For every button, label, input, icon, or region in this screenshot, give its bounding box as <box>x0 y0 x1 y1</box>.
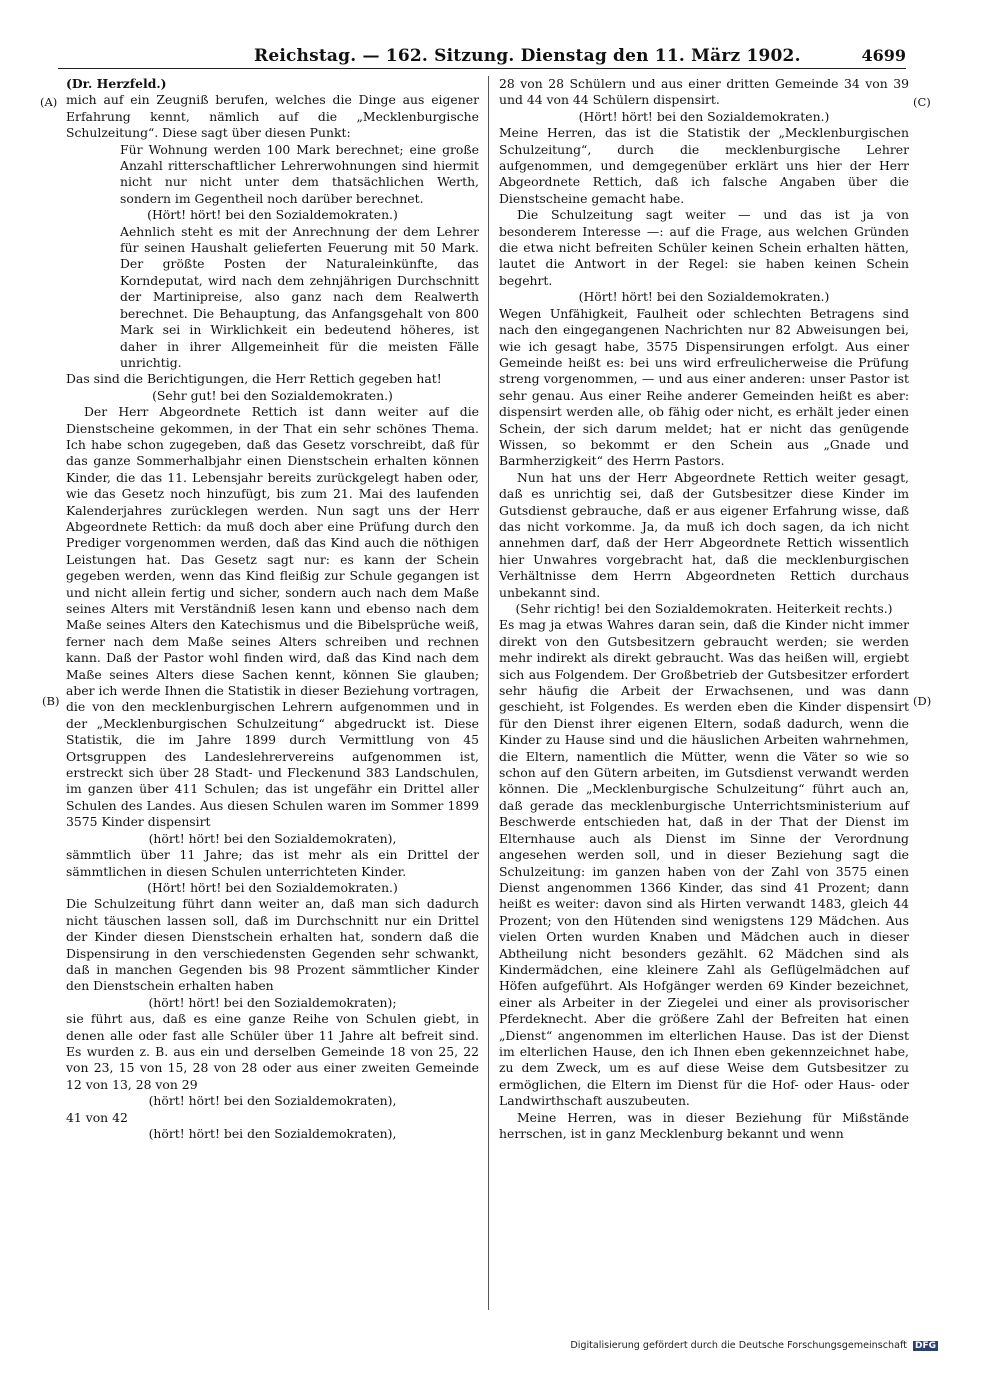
paragraph: sie führt aus, daß es eine ganze Reihe von Schulen giebt, in denen alle oder fast alle Schüler über 11 Jahre alt befreit sind. Es wurden z. B. aus ein und derselben Gemeinde 18 von 25, 22 von 23, 15 von 15, 28 von 28 oder aus einer zweiten Gemeinde 12 von 13, 28 von 29 <box>66 1011 479 1092</box>
footer-credit-text: Digitalisierung gefördert durch die Deutsche Forschungsgemeinschaft <box>570 1340 907 1351</box>
paragraph: 28 von 28 Schülern und aus einer dritten Gemeinde 34 von 39 und 44 von 44 Schülern dispensirt. <box>499 76 909 108</box>
paragraph: sämmtlich über 11 Jahre; das ist mehr als ein Drittel der sämmtlichen in diesen Schulen unterrichteten Kinder. <box>66 847 479 879</box>
interjection: (Sehr gut! bei den Sozialdemokraten.) <box>152 387 393 403</box>
paragraph: Es mag ja etwas Wahres daran sein, daß die Kinder nicht immer direkt von den Gutsbesitzern gebraucht werden; sie werden mehr indirekt als direkt gebraucht. Was das heißen will, ergiebt sich aus Folgendem. Der Großbetrieb der Gutsbesitzer erfordert sehr häufig die Arbeit der Erwachsenen, und was dann geschieht, ist Folgendes. Es werden eben die Kinder dispensirt für den Dienst ihrer eigenen Eltern, sodaß dadurch, wenn die Kinder zu Hause sind und die häuslichen Arbeiten wahrnehmen, die Eltern, namentlich die Mütter, wenn die Väter so wie so schon auf den Gütern arbeiten, im Gutsdienst verwandt werden können. Die „Mecklenburgische Schulzeitung“ führt auch an, daß gerade das mecklenburgische Unterrichtsministerium auf Beschwerde entschieden hat, daß in der That der Dienst im Elternhause auch als Dienst im Sinne der Verordnung angesehen werden soll, und in dieser Beziehung sagt die Schulzeitung: im ganzen haben von der Zahl von 3575 einen Dienst angenommen 1366 Kinder, das sind 41 Prozent; dann heißt es weiter: davon sind als Hirten verwandt 1483, gleich 44 Prozent; von den Hütenden sind wenigstens 129 Mädchen. Aus vielen Orten wurden Knaben und Mädchen auch in dieser Abtheilung nicht besonders gezählt. 62 Mädchen sind als Kindermädchen, eine kleinere Zahl als Geflügelmädchen auf Höfen aufgeführt. Als Hofgänger werden 69 Kinder bezeichnet, einer als Arbeiter in der Ziegelei und einer als provisorischer Pferdeknecht. Aber die größere Zahl der Befreiten hat einen „Dienst“ angenommen im elterlichen Hause. Das ist der Dienst im elterlichen Hause, den ich Ihnen eben gekennzeichnet habe, zu dem Zweck, um es auf diese Weise dem Gutsbesitzer zu ermöglichen, die Eltern im Dienst für die Hof- oder Haus- oder Landwirthschaft auszubeuten. <box>499 617 909 1109</box>
interjection: (Sehr richtig! bei den Sozialdemokraten. Heiterkeit rechts.) <box>515 601 893 616</box>
paragraph: Aehnlich steht es mit der Anrechnung der dem Lehrer für seinen Haushalt gelieferten Feuerung mit 50 Mark. Der größte Posten der Naturaleinkünfte, das Korndeputat, wird nach dem zehnjährigen Durchschnitt der Martinipreise, also ganz nach dem Realwerth berechnet. Die Behauptung, das Anfangsgehalt von 800 Mark sei in Wirklichkeit ein bedeutend höheres, ist daher in ihrer Allgemeinheit für die meisten Fälle unrichtig. <box>120 223 479 370</box>
left-column <box>66 76 479 1142</box>
interjection: (hört! hört! bei den Sozialdemokraten), <box>148 1126 397 1141</box>
right-column <box>499 76 909 1142</box>
page-number: 4699 <box>861 46 906 65</box>
paragraph: Meine Herren, was in dieser Beziehung für Mißstände herrschen, ist in ganz Mecklenburg bekannt und wenn <box>499 1109 909 1141</box>
page-header <box>58 44 906 69</box>
running-title: Reichstag. — 162. Sitzung. Dienstag den 11. März 1902. <box>254 46 801 66</box>
margin-mark-b: (B) <box>42 694 60 708</box>
interjection: (Hört! hört! bei den Sozialdemokraten.) <box>578 289 830 305</box>
interjection: (Hört! hört! bei den Sozialdemokraten.) <box>578 108 830 124</box>
paragraph: Der Herr Abgeordnete Rettich ist dann weiter auf die Dienstscheine gekommen, in der That ein sehr schönes Thema. Ich habe schon zugegeben, daß das Gesetz vorschreibt, daß für das ganze Sommerhalbjahr einen Dienstschein erhalten können Kinder, die das 11. Lebensjahr bereits zurückgelegt haben oder, wie das Gesetz noch hinzufügt, bis zum 21. Mai des laufenden Kalenderjahres zurücklegen werden. Nun sagt uns der Herr Abgeordnete Rettich: da muß doch aber eine Prüfung durch den Prediger vorgenommen werden, daß das Kind auch die nöthigen Leistungen hat. Das Gesetz sagt nur: es kann der Schein gegeben werden, wenn das Kind fleißig zur Schule gegangen ist und nicht allein fertig und sicher, sondern auch nach dem Maße seines Alters mit Verständniß lesen kann und ebenso nach dem Maße seines Alters den Katechismus und die Bibelsprüche weiß, ferner nach dem Maße seines Alters schreiben und rechnen kann. Daß der Pastor wohl finden wird, daß das Kind nach dem Maße seines Alters diese Sachen kennt, können Sie glauben; aber ich werde Ihnen die Statistik in dieser Beziehung vortragen, die von den mecklenburgischen Lehrern aufgenommen und in der „Mecklenburgischen Schulzeitung“ abgedruckt ist. Diese Statistik, die im Jahre 1899 durch Vermittlung von 45 Ortsgruppen des Landeslehrervereins aufgenommen ist, erstreckt sich über 28 Stadt- und Fleckenund 383 Landschulen, im ganzen über 411 Schulen; das ist ungefähr ein Drittel aller Schulen des Landes. Aus diesen Schulen waren im Sommer 1899 3575 Kinder dispensirt <box>66 404 479 830</box>
paragraph: Für Wohnung werden 100 Mark berechnet; eine große Anzahl ritterschaftlicher Lehrerwohnungen sind hiermit nicht nur nicht unter dem thatsächlichen Werth, sondern im Gegentheil noch darüber berechnet. <box>120 141 479 206</box>
footer-credit <box>570 1340 938 1351</box>
column-divider <box>488 76 489 1310</box>
paragraph: Nun hat uns der Herr Abgeordnete Rettich weiter gesagt, daß es unrichtig sei, daß der Gutsbesitzer diese Kinder im Gutsdienst gebrauche, daß er aus eigener Erfahrung wisse, daß das nicht vorkomme. Ja, da muß ich doch sagen, da ich nicht annehmen darf, daß der Herr Abgeordnete Rettich wissentlich hier Unwahres vorgebracht hat, daß die mecklenburgischen Verhältnisse dem Herrn Abgeordneten Rettich durchaus unbekannt sind. <box>499 469 909 600</box>
paragraph: Die Schulzeitung sagt weiter — und das ist ja von besonderem Interesse —: auf die Frage, aus welchen Gründen die etwa nicht befreiten Schüler keinen Schein erhalten hätten, lautet die Antwort in der Regel: sie haben keinen Schein begehrt. <box>499 207 909 288</box>
paragraph: Die Schulzeitung führt dann weiter an, daß man sich dadurch nicht täuschen lassen soll, daß im Durchschnitt nur ein Drittel der Kinder diesen Dienstschein erhalten hat, sondern daß die Dispensirung in den verschiedensten Gegenden sehr schwankt, daß in manchen Gegenden bis 98 Prozent sämmtlicher Kinder den Dienstschein erhalten haben <box>66 896 479 994</box>
speaker-label: (Dr. Herzfeld.) <box>66 76 167 91</box>
paragraph: Meine Herren, das ist die Statistik der „Mecklenburgischen Schulzeitung“, durch die mecklenburgische Lehrer aufgenommen, und demgegenüber erklärt uns hier der Herr Abgeordnete Rettich, daß ich falsche Angaben über die Dienstscheine gemacht habe. <box>499 125 909 206</box>
interjection: (hört! hört! bei den Sozialdemokraten), <box>148 830 397 846</box>
paragraph: mich auf ein Zeugniß berufen, welches die Dinge aus eigener Erfahrung kennt, nämlich auf die „Mecklenburgische Schulzeitung“. Diese sagt über diesen Punkt: <box>66 92 479 141</box>
interjection: (hört! hört! bei den Sozialdemokraten); <box>148 994 397 1010</box>
interjection: (Hört! hört! bei den Sozialdemokraten.) <box>147 207 398 223</box>
interjection: (Hört! hört! bei den Sozialdemokraten.) <box>147 879 398 895</box>
margin-mark-d: (D) <box>913 694 932 708</box>
margin-mark-c: (C) <box>913 95 931 109</box>
paragraph: Das sind die Berichtigungen, die Herr Rettich gegeben hat! <box>66 371 442 387</box>
paragraph: 41 von 42 <box>66 1109 128 1125</box>
dfg-logo: DFG <box>914 1341 936 1351</box>
paragraph: Wegen Unfähigkeit, Faulheit oder schlechten Betragens sind nach den eingegangenen Nachrichten nur 82 Abweisungen bei, wie ich gesagt habe, 3575 Dispensirungen erfolgt. Aus einer Gemeinde heißt es: bei uns wird erfreulicherweise die Prüfung streng vorgenommen, — und aus einer anderen: unser Pastor ist sehr genau. Aus einer Reihe anderer Gemeinden heißt es aber: dispensirt werden alle, ob fähig oder nicht, es erhält jeder einen Schein, der sich darum meldet; hat er nicht das genügende Wissen, so bekommt er den Schein aus „Gnade und Barmherzigkeit“ des Herrn Pastors. <box>499 305 909 469</box>
interjection: (hört! hört! bei den Sozialdemokraten), <box>148 1093 397 1109</box>
margin-mark-a: (A) <box>40 95 58 109</box>
